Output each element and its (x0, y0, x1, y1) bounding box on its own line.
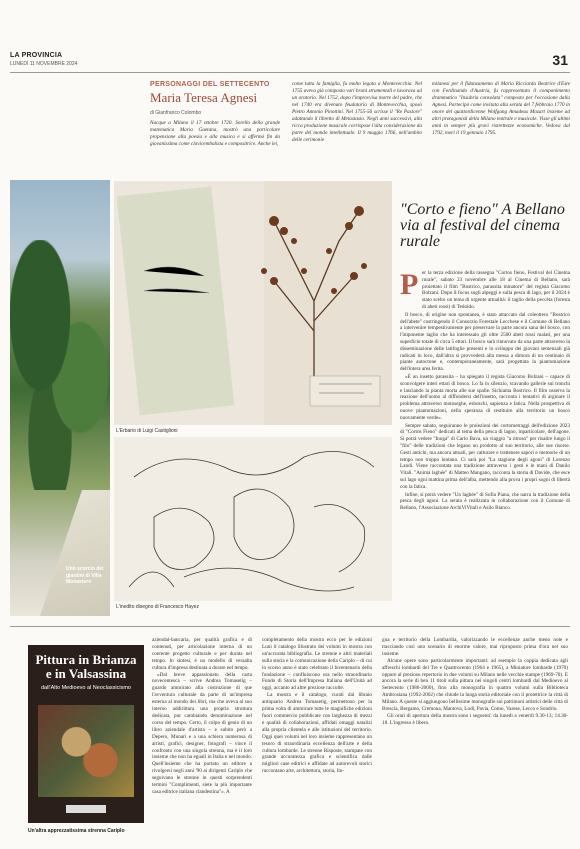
hayez-sketch (114, 437, 392, 601)
sketch-caption: L'inedito disegno di Francesco Hayez (116, 604, 199, 610)
book-subtitle: dall'Alto Medioevo al Neoclassicismo (40, 685, 131, 691)
bottom-paragraph: Alcune opere sono particolarmente importanti: ad esempio la coppia dedicata agli affreschi lombardi del Tre e Quattrocento (1964 e 1965), a Miniature lombarde (1970) oppure al prezioso repertorio in due volumi su Milano nelle vecchie stampe (1969-70). E ancora la serie di ben 11 titoli sulla pittura nei singoli centri lombardi dal Medioevo al Settecento (1986-2000), fino alla monografia in quattro volumi sulla Biblioteca Ambrosiana (1992-2002) che chiude la lunga storia editoriale con il protettrice la città di Milano. A queste si aggiungono bellissime monografie sui patrimoni artistici delle città di Brescia, Bergamo, Cremona, Mantova, Lodi, Pavia, Como, Varese, Lecco e Sondrio. (382, 657, 568, 713)
herbarium-caption: L'Erbario di Luigi Castiglioni (116, 428, 178, 434)
garden-caption: Uno scorcio dei giardini di Villa Monastero (66, 566, 104, 585)
bottom-paragraph: La mostra e il catalogo, curati dal libraio antiquario Andrea Tomasetig, permettono per la prima volta di ammirare tutte le magnifiche edizioni fuori commercio pubblicate con larghezza di mezzi e qualità di collaborazioni, affidati omaggi natalizi alla propria clientela e alle istituzioni del territorio. Oggi quei volumi nel loro insieme rappresentano un tesoro di straordinaria eccellenza dell'arte e della cultura lombarde. Le strenne Risposte, stampate con grande accuratezza grafica e scientifica dalle migliori case editrici e affidate ad autorevoli storici raccontano arte, architettura, storia, lin- (262, 692, 372, 775)
issue-date: LUNEDÌ 11 NOVEMBRE 2024 (10, 61, 78, 67)
top-article-byline: di Gianfranco Colombo (150, 110, 202, 116)
right-article-paragraph: Il bosco, di origine non spontanea, è stato attaccato dal coleottero "Bostrico dell'abete" costringendo il Consorzio Forestale Lecchese e il Comune di Bellano a intervenire tempestivamente per preservare la parte ancora sana del bosco, con l'imponente taglio che ha interessato gli oltre 2500 abeti rossi malati, per una superficie totale di circa 5 ettari. Il bosco sarà rinnovato da una parte attraverso la disseminazione delle latifoglie presenti e lo sviluppo dei giovani semenzali già radicati in loco, dall'altra si provvederà alla messa a dimora di un centinaio di piante autoctone e, contemporaneamente, sarà progettata la piantumazione dell'intera area ferita. (400, 311, 570, 373)
bottom-paragraph: gua e territorio della Lombardia, valorizzando le eccellenze anche meno note e tracciando così uno scenario di enorme valore, mai riproposto prima d'ora nel suo insieme. (382, 637, 568, 657)
bottom-paragraph: aziendal-bancaria, per qualità grafica e di contenuti, per articolazione interna di un coerente progetto culturale e per durata nel tempo. In sintesi, è un modello di veraalta cultura d'impresa destinata a durare nel tempo. (152, 637, 252, 671)
right-article-paragraph: er la terza edizione della rassegna "Cortos fieno, Festival del Cinema rurale", sabato 23 novembre alle 18 al Cinema di Bellano, sarà proiettato il film "Bostrico, parassita minatore" del regista Giacomo Bolzani. Dopo il focus sugli alpeggi e sulla pesca di lago, per il 2024 è stato scelto un tema di urgente attualità: il taglio della peccèta (foresta di abeti rossi) di Tedoldo. (422, 270, 570, 310)
publisher-logo (66, 805, 106, 813)
bottom-article-col-2 (262, 637, 372, 775)
bottom-article-col-3 (382, 637, 568, 727)
right-article-body (400, 270, 570, 513)
top-article-col-1: Nacque a Milano il 17 ottobre 1720. Sorella della grande matematica Maria Gaetana, mostrò una particolare propensione alla poesia e alla musica e si affermò fin da giovanissima come clavicembalista e compositrice. Anche lei, (150, 120, 280, 147)
sketch-illustration (114, 437, 392, 601)
book-artwork (38, 705, 134, 797)
bottom-article-col-1 (152, 637, 252, 796)
right-article-paragraph: Sempre sabato, seguiranno le proiezioni dei cortometraggi dell'edizione 2023 di "Cortos Fieno" dedicati al tema della pesca di lagno, inparticolare, dell'agone. Si potrà vedere "Inoga" di Carlo Bava, un viaggio "a ritroso" per risalire lungo il "filo" delle tradizioni che legano un prodotto al suo territorio, alle sue risorse. Gesti antichi, ma ancora attuali, per catturare e trattenere sapori e memorie di un tempo non troppo lontano. Ci sarà poi "La stagione degli agoni" di Lorenzo Landi. Viene raccontata una tradizione attraverso i gesti e le mani di Danilo Vitali. "Anima laghée" di Matteo Mangano, racconta la storia di Davide, che esce sul lago ogni mattina prima dell'alba, mettendo alla prova i propri sogni di libertà con la fatica. (400, 422, 570, 490)
right-article-title: "Corto e fieno" A Bellano via al festival del cinema rurale (400, 201, 565, 250)
book-caption: Un'altra apprezzatissima strenna Cariplo (28, 828, 125, 834)
garden-photo (10, 180, 110, 616)
top-article-kicker: PERSONAGGI DEL SETTECENTO (150, 81, 270, 88)
top-article-col-2: come tutta la famiglia, fu molto legata a Montevecchia. Nel 1755 aveva già composto vari brani strumentali e lavorava ad un oratorio. Nel 1752, dopo l'improvvisa morte del padre, che nel 1740 era divenuto feudatario di Montevecchia, sposò Pietro Antonio Pinottini. Nel 1755-56 scrisse il "Re Pastore" adattando il libretto di Metastasio. Negli anni successivi, alla ricca produzione musicale corrispose l'alta considerazione da parte del mondo intellettuale. Il 9 maggio 1766, nell'ambito delle cerimonie (292, 81, 422, 143)
top-article-col-3: milanesi per il fidanzamento di Maria Ricciarda Beatrice d'Este con Ferdinando d'Austria, fu rappresentato il componimento drammatico "Insubria consolata" composto per l'occasione dalla Agnesi. Partecipò come invitata alla serata del 7 febbraio 1770 in onore del quattordicenne Wolfgang Amadeus Mozart insieme ad altri protagonisti della Milano teatrale e musicale. Visse gli ultimi anni in semper più gravi ristrettezze economiche. Vedova dal 1792, morì il 19 gennaio 1795. (432, 81, 570, 136)
header-rule (10, 72, 570, 73)
book-cover (28, 645, 144, 823)
garden-path (40, 490, 110, 616)
top-article-title: Maria Teresa Agnesi (150, 90, 258, 105)
book-title: Pittura in Brianza e in Valsassina (35, 652, 137, 681)
bottom-rule (10, 626, 570, 627)
page-number: 31 (552, 52, 568, 68)
masthead: LA PROVINCIA (10, 52, 63, 59)
bottom-paragraph: Gli orari di apertura della mostra sono i seguenti: da lunedì a venerdì 9.30-13; 14.30-18. L'ingresso è libero. (382, 712, 568, 726)
right-article-paragraph: Infine, si potrà vedere "Un laghée" di Sofia Piana, che narra la tradizione della pesca degli agoni. La serata è realizzata in collaborazione con il Comune di Bellano, l'Associazione ArchiViVitali e Asilo Bianco. (400, 491, 570, 512)
herbarium-photo (114, 181, 392, 425)
right-article-paragraph: «È un insetto parassita – ha spiegato il regista Giacomo Bolzani – capace di sconvolgere interi ettari di bosco. Lo fa in silenzio, scavando gallerie sui tronchi e lasciando la pianta morta alle sue spalle. Sichiama Bostrico. Il film osserva la reazione dell'uomo al diffondersi dell'insetto, racconta i tentativi di arginare il problema attraverso motoseghe, esboschi, sapienza e fatica. Nella prospettiva di nuove piantumazioni, nella speranza di restituire alla territorio un bosco nuovamente verde». (400, 373, 570, 421)
bottom-paragraph: completamento della mostra ecco per le edizioni Luni il catalogo illustrato dei volumi in mostra con un'accurata bibliografia. Le strenne e altri materiali sulla storia e la comunicazione della Cariplo – di cui lo scorso anno è stato celebrato il bicentenario della fondazione – confluiscono ora nello straordinario Fondo di Storia dell'Impresa Italiana dell'Unità ad oggi, accanto ad altre preziose raccolte. (262, 637, 372, 692)
bottom-paragraph: «Dal breve appassionato della carta novecentesca – scrive Andrea Tomasetig – guardo ammirato alla costruzione di que l'avventura culturale da parte di un'impresa esterna al mondo dei libri, ma che aveva al suo interno addirittura una propria struttura dedicata, pur cambiando denominazione nel corso del tempo. Certo, il colpo di genio di un libro aziendale d'artista – e subito però a Depero, Munari e a una schiera numerosa di artisti, grafici, designer, fotografi – vince il confronto con una singola strenna, ma è il loro insieme che non ha eguali in Italia e nel mondo. Quell'insieme che ha portato un editore a rivolgersi negli anni '90 ai dirigenti Cariplo che seguivano le strenne in questi sorprendenti termini "Complimenti, siete la più importante casa editrice italiana clandestina"». A (152, 671, 252, 795)
garden-trees (10, 240, 110, 490)
right-article-dropcap: P (400, 268, 419, 301)
herbarium-illustration (114, 181, 392, 425)
